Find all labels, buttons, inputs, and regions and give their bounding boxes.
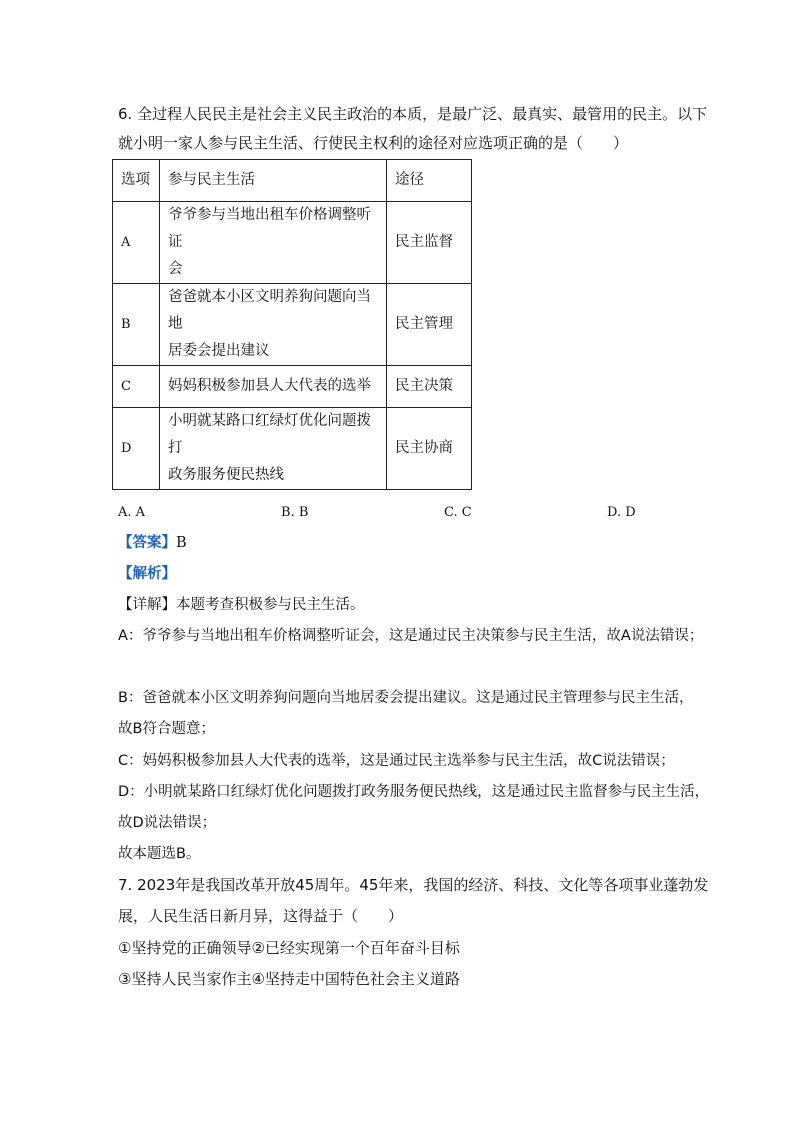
row-a-activity [160,202,387,284]
row-d-activity-line-2: 政务服务便民热线 [168,467,284,483]
row-d-activity [160,408,387,490]
detail-line [118,595,365,615]
explanation-d-line-2: 故D说法错误； [118,815,217,831]
explanation-d-line-1: D：小明就某路口红绿灯优化问题拨打政务服务便民热线，这是通过民主监督参与民主生活， [118,784,710,800]
explanation-b-line-2: 故B符合题意； [118,721,215,737]
q7-option-line-1: ①坚持党的正确领导②已经实现第一个百年奋斗目标 [118,939,460,957]
row-b-option: B [113,284,160,366]
answer-line [118,533,187,553]
table-row [113,366,472,408]
analysis-label: 【解析】 [118,566,176,582]
row-b-activity-line-2: 居委会提出建议 [168,343,270,359]
q7-stem-line-2: 展，人民生活日新月异，这得益于（ ） [118,907,404,925]
row-a-activity-line-2: 会 [168,261,183,277]
row-d-option: D [113,408,160,490]
row-d-way: 民主协商 [387,408,472,490]
choice-c: C. C [444,505,472,520]
detail-intro: 本题考查积极参与民主生活。 [176,597,365,613]
table-header-row [113,160,472,202]
q7-stem-line-1: 7. 2023年是我国改革开放45周年。45年来，我国的经济、科技、文化等各项事业蓬勃发 [118,876,709,894]
row-b-activity-line-1: 爸爸就本小区文明养狗问题向当地 [168,289,371,332]
choice-a: A. A [118,505,146,520]
q7-option-line-2: ③坚持人民当家作主④坚持走中国特色社会主义道路 [118,970,460,988]
answer-label: 【答案】 [118,535,176,551]
header-option: 选项 [113,160,160,202]
explanation-b-line-1: B：爸爸就本小区文明养狗问题向当地居委会提出建议。这是通过民主管理参与民主生活， [118,690,694,706]
explanation-c: C：妈妈积极参加县人大代表的选举，这是通过民主选举参与民主生活，故C说法错误； [118,753,675,769]
row-a-option: A [113,202,160,284]
answer-value: B [176,535,187,551]
header-way: 途径 [387,160,472,202]
table-row [113,202,472,284]
choice-d: D. D [607,505,636,520]
conclusion: 故本题选B。 [118,846,201,862]
q6-options-table [112,159,472,490]
row-b-activity [160,284,387,366]
row-c-activity: 妈妈积极参加县人大代表的选举 [160,366,387,408]
table-row [113,284,472,366]
explanation-a: A：爷爷参与当地出租车价格调整听证会，这是通过民主决策参与民主生活，故A说法错误； [118,628,704,644]
row-a-activity-line-1: 爷爷参与当地出租车价格调整听证 [168,207,371,250]
q6-stem-line-1: 6. 全过程人民民主是社会主义民主政治的本质，是最广泛、最真实、最管用的民主。以下 [118,105,708,123]
choice-b: B. B [281,505,309,520]
table-row [113,408,472,490]
row-b-way: 民主管理 [387,284,472,366]
row-c-option: C [113,366,160,408]
row-d-activity-line-1: 小明就某路口红绿灯优化问题拨打 [168,413,371,456]
analysis-line [118,564,176,584]
detail-label: 【详解】 [118,597,176,613]
row-c-way: 民主决策 [387,366,472,408]
header-activity: 参与民主生活 [160,160,387,202]
row-a-way: 民主监督 [387,202,472,284]
q6-stem-line-2: 就小明一家人参与民主生活、行使民主权利的途径对应选项正确的是（ ） [118,134,629,152]
